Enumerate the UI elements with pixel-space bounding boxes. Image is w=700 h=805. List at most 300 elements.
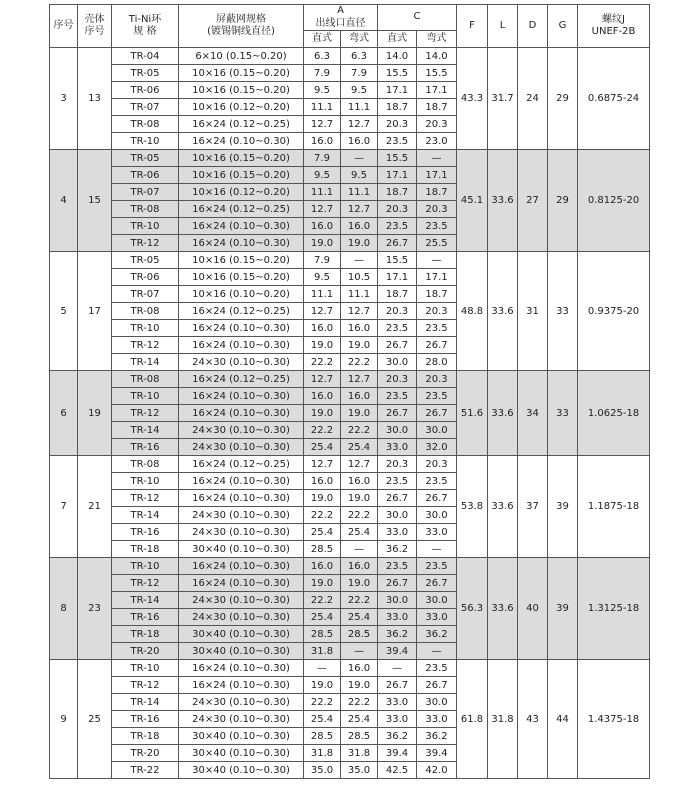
ring-spec-cell: TR-07 bbox=[112, 184, 179, 201]
mesh-spec-cell: 24×30 (0.10~0.30) bbox=[179, 439, 304, 456]
header-c: C bbox=[378, 5, 457, 31]
c-bent-cell: 14.0 bbox=[417, 48, 457, 65]
c-straight-cell: 26.7 bbox=[378, 575, 417, 592]
mesh-spec-cell: 10×16 (0.15~0.20) bbox=[179, 252, 304, 269]
seq-cell: 4 bbox=[50, 150, 78, 252]
c-straight-cell: 26.7 bbox=[378, 405, 417, 422]
d-cell: 40 bbox=[518, 558, 548, 660]
c-straight-cell: 23.5 bbox=[378, 388, 417, 405]
thread-j-cell: 1.3125-18 bbox=[578, 558, 650, 660]
a-straight-cell: 22.2 bbox=[304, 354, 341, 371]
mesh-spec-cell: 6×10 (0.15~0.20) bbox=[179, 48, 304, 65]
shell-seq-cell: 25 bbox=[78, 660, 112, 779]
mesh-spec-cell: 16×24 (0.12~0.25) bbox=[179, 303, 304, 320]
c-straight-cell: 26.7 bbox=[378, 337, 417, 354]
a-straight-cell: 16.0 bbox=[304, 218, 341, 235]
c-bent-cell: 36.2 bbox=[417, 728, 457, 745]
ring-spec-cell: TR-08 bbox=[112, 116, 179, 133]
table-row bbox=[50, 150, 650, 167]
c-bent-cell: 30.0 bbox=[417, 422, 457, 439]
c-straight-cell: 15.5 bbox=[378, 252, 417, 269]
header-c-straight: 直式 bbox=[378, 31, 417, 48]
d-cell: 31 bbox=[518, 252, 548, 371]
mesh-spec-cell: 16×24 (0.10~0.30) bbox=[179, 558, 304, 575]
ring-spec-cell: TR-20 bbox=[112, 643, 179, 660]
g-cell: 29 bbox=[548, 150, 578, 252]
a-straight-cell: 31.8 bbox=[304, 745, 341, 762]
table-body bbox=[50, 48, 650, 779]
ring-spec-cell: TR-14 bbox=[112, 592, 179, 609]
c-bent-cell: 17.1 bbox=[417, 167, 457, 184]
mesh-spec-cell: 16×24 (0.10~0.30) bbox=[179, 575, 304, 592]
a-bent-cell: 12.7 bbox=[341, 116, 378, 133]
c-straight-cell: 23.5 bbox=[378, 320, 417, 337]
table-row bbox=[50, 48, 650, 65]
l-cell: 33.6 bbox=[488, 558, 518, 660]
ring-spec-cell: TR-07 bbox=[112, 99, 179, 116]
a-straight-cell: — bbox=[304, 660, 341, 677]
ring-spec-cell: TR-10 bbox=[112, 218, 179, 235]
ring-spec-cell: TR-16 bbox=[112, 711, 179, 728]
thread-j-cell: 1.1875-18 bbox=[578, 456, 650, 558]
a-bent-cell: 16.0 bbox=[341, 218, 378, 235]
a-bent-cell: 22.2 bbox=[341, 422, 378, 439]
a-bent-cell: 7.9 bbox=[341, 65, 378, 82]
a-straight-cell: 9.5 bbox=[304, 167, 341, 184]
c-bent-cell: 26.7 bbox=[417, 337, 457, 354]
c-bent-cell: 33.0 bbox=[417, 711, 457, 728]
header-seq: 序号 bbox=[50, 5, 78, 48]
mesh-spec-cell: 24×30 (0.10~0.30) bbox=[179, 354, 304, 371]
l-cell: 33.6 bbox=[488, 150, 518, 252]
a-straight-cell: 22.2 bbox=[304, 507, 341, 524]
d-cell: 43 bbox=[518, 660, 548, 779]
c-bent-cell: 23.5 bbox=[417, 660, 457, 677]
mesh-spec-cell: 24×30 (0.10~0.30) bbox=[179, 609, 304, 626]
ring-spec-cell: TR-08 bbox=[112, 456, 179, 473]
c-bent-cell: 18.7 bbox=[417, 184, 457, 201]
a-bent-cell: 22.2 bbox=[341, 592, 378, 609]
c-bent-cell: — bbox=[417, 150, 457, 167]
a-bent-cell: — bbox=[341, 252, 378, 269]
seq-cell: 7 bbox=[50, 456, 78, 558]
ring-spec-cell: TR-05 bbox=[112, 65, 179, 82]
c-straight-cell: 39.4 bbox=[378, 643, 417, 660]
mesh-spec-cell: 24×30 (0.10~0.30) bbox=[179, 711, 304, 728]
ring-spec-cell: TR-08 bbox=[112, 201, 179, 218]
ring-spec-cell: TR-06 bbox=[112, 82, 179, 99]
a-bent-cell: 16.0 bbox=[341, 660, 378, 677]
c-bent-cell: 28.0 bbox=[417, 354, 457, 371]
a-straight-cell: 19.0 bbox=[304, 490, 341, 507]
f-cell: 45.1 bbox=[457, 150, 488, 252]
shell-seq-cell: 21 bbox=[78, 456, 112, 558]
ring-spec-cell: TR-12 bbox=[112, 405, 179, 422]
g-cell: 33 bbox=[548, 252, 578, 371]
ring-spec-cell: TR-12 bbox=[112, 490, 179, 507]
a-straight-cell: 12.7 bbox=[304, 371, 341, 388]
thread-j-cell: 1.4375-18 bbox=[578, 660, 650, 779]
a-straight-cell: 12.7 bbox=[304, 303, 341, 320]
mesh-spec-cell: 16×24 (0.10~0.30) bbox=[179, 235, 304, 252]
ring-spec-cell: TR-06 bbox=[112, 167, 179, 184]
c-straight-cell: 30.0 bbox=[378, 507, 417, 524]
a-bent-cell: — bbox=[341, 643, 378, 660]
a-straight-cell: 25.4 bbox=[304, 439, 341, 456]
a-straight-cell: 16.0 bbox=[304, 320, 341, 337]
c-bent-cell: 23.5 bbox=[417, 388, 457, 405]
c-straight-cell: 18.7 bbox=[378, 286, 417, 303]
thread-j-cell: 0.9375-20 bbox=[578, 252, 650, 371]
a-straight-cell: 11.1 bbox=[304, 286, 341, 303]
table-row bbox=[50, 252, 650, 269]
mesh-spec-cell: 24×30 (0.10~0.30) bbox=[179, 422, 304, 439]
g-cell: 44 bbox=[548, 660, 578, 779]
mesh-spec-cell: 16×24 (0.10~0.30) bbox=[179, 337, 304, 354]
ring-spec-cell: TR-05 bbox=[112, 150, 179, 167]
a-bent-cell: 25.4 bbox=[341, 524, 378, 541]
mesh-spec-cell: 16×24 (0.10~0.30) bbox=[179, 320, 304, 337]
c-bent-cell: 26.7 bbox=[417, 575, 457, 592]
thread-j-cell: 0.8125-20 bbox=[578, 150, 650, 252]
g-cell: 39 bbox=[548, 456, 578, 558]
a-straight-cell: 28.5 bbox=[304, 626, 341, 643]
header-a-bent: 弯式 bbox=[341, 31, 378, 48]
ring-spec-cell: TR-10 bbox=[112, 320, 179, 337]
c-bent-cell: 17.1 bbox=[417, 82, 457, 99]
a-bent-cell: 19.0 bbox=[341, 337, 378, 354]
ring-spec-cell: TR-18 bbox=[112, 728, 179, 745]
l-cell: 31.7 bbox=[488, 48, 518, 150]
ring-spec-cell: TR-20 bbox=[112, 745, 179, 762]
c-straight-cell: 17.1 bbox=[378, 167, 417, 184]
a-straight-cell: 7.9 bbox=[304, 65, 341, 82]
c-bent-cell: 20.3 bbox=[417, 201, 457, 218]
ring-spec-cell: TR-18 bbox=[112, 541, 179, 558]
c-bent-cell: 23.5 bbox=[417, 320, 457, 337]
header-g: G bbox=[548, 5, 578, 48]
ring-spec-cell: TR-12 bbox=[112, 235, 179, 252]
a-bent-cell: 16.0 bbox=[341, 473, 378, 490]
mesh-spec-cell: 10×16 (0.12~0.20) bbox=[179, 99, 304, 116]
c-straight-cell: 26.7 bbox=[378, 677, 417, 694]
c-straight-cell: 23.5 bbox=[378, 133, 417, 150]
table-row bbox=[50, 456, 650, 473]
ring-spec-cell: TR-14 bbox=[112, 422, 179, 439]
c-straight-cell: 26.7 bbox=[378, 235, 417, 252]
ring-spec-cell: TR-12 bbox=[112, 575, 179, 592]
shell-seq-cell: 13 bbox=[78, 48, 112, 150]
c-bent-cell: 33.0 bbox=[417, 609, 457, 626]
seq-cell: 9 bbox=[50, 660, 78, 779]
seq-cell: 6 bbox=[50, 371, 78, 456]
thread-j-cell: 1.0625-18 bbox=[578, 371, 650, 456]
header-thread-j: 螺纹J UNEF-2B bbox=[578, 5, 650, 48]
c-bent-cell: 42.0 bbox=[417, 762, 457, 779]
mesh-spec-cell: 16×24 (0.10~0.30) bbox=[179, 388, 304, 405]
c-bent-cell: 39.4 bbox=[417, 745, 457, 762]
table-row bbox=[50, 558, 650, 575]
c-bent-cell: 18.7 bbox=[417, 99, 457, 116]
g-cell: 29 bbox=[548, 48, 578, 150]
a-straight-cell: 7.9 bbox=[304, 150, 341, 167]
a-straight-cell: 22.2 bbox=[304, 422, 341, 439]
shell-seq-cell: 19 bbox=[78, 371, 112, 456]
c-straight-cell: 30.0 bbox=[378, 354, 417, 371]
header-a-straight: 直式 bbox=[304, 31, 341, 48]
f-cell: 48.8 bbox=[457, 252, 488, 371]
seq-cell: 8 bbox=[50, 558, 78, 660]
c-bent-cell: 30.0 bbox=[417, 592, 457, 609]
seq-cell: 5 bbox=[50, 252, 78, 371]
header-mesh-spec: 屏蔽网规格 (镀锡铜线直径) bbox=[179, 5, 304, 48]
ring-spec-cell: TR-16 bbox=[112, 609, 179, 626]
a-straight-cell: 9.5 bbox=[304, 269, 341, 286]
ring-spec-cell: TR-06 bbox=[112, 269, 179, 286]
mesh-spec-cell: 16×24 (0.12~0.25) bbox=[179, 456, 304, 473]
mesh-spec-cell: 16×24 (0.12~0.25) bbox=[179, 201, 304, 218]
mesh-spec-cell: 16×24 (0.10~0.30) bbox=[179, 677, 304, 694]
spec-table-container bbox=[49, 4, 649, 779]
c-straight-cell: 30.0 bbox=[378, 422, 417, 439]
a-bent-cell: 25.4 bbox=[341, 609, 378, 626]
ring-spec-cell: TR-12 bbox=[112, 677, 179, 694]
c-straight-cell: 30.0 bbox=[378, 592, 417, 609]
a-straight-cell: 19.0 bbox=[304, 575, 341, 592]
a-bent-cell: 19.0 bbox=[341, 575, 378, 592]
a-straight-cell: 12.7 bbox=[304, 201, 341, 218]
c-straight-cell: 36.2 bbox=[378, 728, 417, 745]
header-l: L bbox=[488, 5, 518, 48]
mesh-spec-cell: 16×24 (0.10~0.30) bbox=[179, 133, 304, 150]
a-straight-cell: 16.0 bbox=[304, 133, 341, 150]
shell-seq-cell: 17 bbox=[78, 252, 112, 371]
g-cell: 33 bbox=[548, 371, 578, 456]
c-bent-cell: 30.0 bbox=[417, 694, 457, 711]
c-bent-cell: 20.3 bbox=[417, 303, 457, 320]
c-straight-cell: 20.3 bbox=[378, 456, 417, 473]
a-straight-cell: 19.0 bbox=[304, 677, 341, 694]
a-straight-cell: 25.4 bbox=[304, 609, 341, 626]
a-straight-cell: 12.7 bbox=[304, 116, 341, 133]
seq-cell: 3 bbox=[50, 48, 78, 150]
mesh-spec-cell: 10×16 (0.12~0.20) bbox=[179, 184, 304, 201]
header-shell-seq: 壳体 序号 bbox=[78, 5, 112, 48]
a-bent-cell: 22.2 bbox=[341, 694, 378, 711]
a-straight-cell: 19.0 bbox=[304, 405, 341, 422]
c-straight-cell: 33.0 bbox=[378, 694, 417, 711]
mesh-spec-cell: 16×24 (0.10~0.30) bbox=[179, 660, 304, 677]
d-cell: 27 bbox=[518, 150, 548, 252]
header-c-bent: 弯式 bbox=[417, 31, 457, 48]
thread-j-cell: 0.6875-24 bbox=[578, 48, 650, 150]
mesh-spec-cell: 10×16 (0.15~0.20) bbox=[179, 167, 304, 184]
ring-spec-cell: TR-22 bbox=[112, 762, 179, 779]
mesh-spec-cell: 30×40 (0.10~0.30) bbox=[179, 745, 304, 762]
ring-spec-cell: TR-08 bbox=[112, 371, 179, 388]
c-bent-cell: — bbox=[417, 252, 457, 269]
c-straight-cell: 39.4 bbox=[378, 745, 417, 762]
c-bent-cell: 18.7 bbox=[417, 286, 457, 303]
c-straight-cell: 18.7 bbox=[378, 184, 417, 201]
c-bent-cell: 25.5 bbox=[417, 235, 457, 252]
c-bent-cell: 23.0 bbox=[417, 133, 457, 150]
f-cell: 61.8 bbox=[457, 660, 488, 779]
table-row bbox=[50, 371, 650, 388]
c-bent-cell: 26.7 bbox=[417, 405, 457, 422]
a-bent-cell: 9.5 bbox=[341, 82, 378, 99]
shell-seq-cell: 23 bbox=[78, 558, 112, 660]
l-cell: 33.6 bbox=[488, 456, 518, 558]
ring-spec-cell: TR-12 bbox=[112, 337, 179, 354]
l-cell: 31.8 bbox=[488, 660, 518, 779]
c-bent-cell: 30.0 bbox=[417, 507, 457, 524]
c-bent-cell: 20.3 bbox=[417, 371, 457, 388]
a-bent-cell: 11.1 bbox=[341, 286, 378, 303]
a-straight-cell: 28.5 bbox=[304, 541, 341, 558]
a-bent-cell: 16.0 bbox=[341, 558, 378, 575]
a-straight-cell: 31.8 bbox=[304, 643, 341, 660]
header-f: F bbox=[457, 5, 488, 48]
c-bent-cell: 26.7 bbox=[417, 677, 457, 694]
a-bent-cell: 19.0 bbox=[341, 405, 378, 422]
c-straight-cell: — bbox=[378, 660, 417, 677]
shell-seq-cell: 15 bbox=[78, 150, 112, 252]
spec-table bbox=[49, 4, 650, 779]
ring-spec-cell: TR-16 bbox=[112, 439, 179, 456]
f-cell: 51.6 bbox=[457, 371, 488, 456]
ring-spec-cell: TR-14 bbox=[112, 694, 179, 711]
c-bent-cell: 23.5 bbox=[417, 218, 457, 235]
a-straight-cell: 22.2 bbox=[304, 592, 341, 609]
a-bent-cell: 16.0 bbox=[341, 133, 378, 150]
c-straight-cell: 33.0 bbox=[378, 439, 417, 456]
d-cell: 34 bbox=[518, 371, 548, 456]
l-cell: 33.6 bbox=[488, 371, 518, 456]
a-straight-cell: 7.9 bbox=[304, 252, 341, 269]
ring-spec-cell: TR-16 bbox=[112, 524, 179, 541]
mesh-spec-cell: 30×40 (0.10~0.30) bbox=[179, 541, 304, 558]
ring-spec-cell: TR-18 bbox=[112, 626, 179, 643]
a-bent-cell: 12.7 bbox=[341, 303, 378, 320]
a-bent-cell: 25.4 bbox=[341, 439, 378, 456]
f-cell: 53.8 bbox=[457, 456, 488, 558]
c-straight-cell: 17.1 bbox=[378, 82, 417, 99]
c-bent-cell: 33.0 bbox=[417, 524, 457, 541]
a-bent-cell: 12.7 bbox=[341, 456, 378, 473]
mesh-spec-cell: 30×40 (0.10~0.30) bbox=[179, 643, 304, 660]
c-straight-cell: 23.5 bbox=[378, 558, 417, 575]
c-bent-cell: 23.5 bbox=[417, 473, 457, 490]
mesh-spec-cell: 24×30 (0.10~0.30) bbox=[179, 524, 304, 541]
ring-spec-cell: TR-08 bbox=[112, 303, 179, 320]
a-straight-cell: 22.2 bbox=[304, 694, 341, 711]
header-d: D bbox=[518, 5, 548, 48]
mesh-spec-cell: 30×40 (0.10~0.30) bbox=[179, 762, 304, 779]
mesh-spec-cell: 30×40 (0.10~0.30) bbox=[179, 626, 304, 643]
c-straight-cell: 20.3 bbox=[378, 303, 417, 320]
g-cell: 39 bbox=[548, 558, 578, 660]
a-straight-cell: 25.4 bbox=[304, 711, 341, 728]
mesh-spec-cell: 10×16 (0.15~0.20) bbox=[179, 65, 304, 82]
mesh-spec-cell: 10×16 (0.15~0.20) bbox=[179, 269, 304, 286]
table-header bbox=[50, 5, 650, 48]
c-straight-cell: 26.7 bbox=[378, 490, 417, 507]
a-bent-cell: 22.2 bbox=[341, 507, 378, 524]
mesh-spec-cell: 24×30 (0.10~0.30) bbox=[179, 694, 304, 711]
c-bent-cell: 36.2 bbox=[417, 626, 457, 643]
mesh-spec-cell: 24×30 (0.10~0.30) bbox=[179, 592, 304, 609]
f-cell: 56.3 bbox=[457, 558, 488, 660]
a-straight-cell: 35.0 bbox=[304, 762, 341, 779]
mesh-spec-cell: 16×24 (0.12~0.25) bbox=[179, 371, 304, 388]
a-bent-cell: — bbox=[341, 150, 378, 167]
c-bent-cell: 26.7 bbox=[417, 490, 457, 507]
a-bent-cell: 19.0 bbox=[341, 677, 378, 694]
ring-spec-cell: TR-14 bbox=[112, 507, 179, 524]
ring-spec-cell: TR-10 bbox=[112, 388, 179, 405]
a-straight-cell: 16.0 bbox=[304, 473, 341, 490]
ring-spec-cell: TR-10 bbox=[112, 133, 179, 150]
mesh-spec-cell: 16×24 (0.12~0.25) bbox=[179, 116, 304, 133]
a-bent-cell: 11.1 bbox=[341, 99, 378, 116]
a-bent-cell: 35.0 bbox=[341, 762, 378, 779]
a-bent-cell: 16.0 bbox=[341, 388, 378, 405]
c-straight-cell: 23.5 bbox=[378, 218, 417, 235]
a-bent-cell: 12.7 bbox=[341, 201, 378, 218]
ring-spec-cell: TR-14 bbox=[112, 354, 179, 371]
c-straight-cell: 18.7 bbox=[378, 99, 417, 116]
a-bent-cell: 6.3 bbox=[341, 48, 378, 65]
ring-spec-cell: TR-07 bbox=[112, 286, 179, 303]
c-straight-cell: 33.0 bbox=[378, 711, 417, 728]
a-bent-cell: 25.4 bbox=[341, 711, 378, 728]
mesh-spec-cell: 10×16 (0.15~0.20) bbox=[179, 82, 304, 99]
ring-spec-cell: TR-05 bbox=[112, 252, 179, 269]
a-straight-cell: 25.4 bbox=[304, 524, 341, 541]
c-straight-cell: 17.1 bbox=[378, 269, 417, 286]
a-straight-cell: 11.1 bbox=[304, 184, 341, 201]
a-bent-cell: — bbox=[341, 541, 378, 558]
a-bent-cell: 31.8 bbox=[341, 745, 378, 762]
c-straight-cell: 20.3 bbox=[378, 116, 417, 133]
d-cell: 24 bbox=[518, 48, 548, 150]
c-bent-cell: 15.5 bbox=[417, 65, 457, 82]
a-bent-cell: 19.0 bbox=[341, 490, 378, 507]
c-straight-cell: 15.5 bbox=[378, 150, 417, 167]
a-bent-cell: 28.5 bbox=[341, 626, 378, 643]
a-straight-cell: 9.5 bbox=[304, 82, 341, 99]
a-straight-cell: 19.0 bbox=[304, 235, 341, 252]
mesh-spec-cell: 24×30 (0.10~0.30) bbox=[179, 507, 304, 524]
a-straight-cell: 19.0 bbox=[304, 337, 341, 354]
c-bent-cell: — bbox=[417, 541, 457, 558]
mesh-spec-cell: 16×24 (0.10~0.30) bbox=[179, 405, 304, 422]
c-straight-cell: 23.5 bbox=[378, 473, 417, 490]
c-bent-cell: 20.3 bbox=[417, 456, 457, 473]
a-bent-cell: 28.5 bbox=[341, 728, 378, 745]
a-bent-cell: 22.2 bbox=[341, 354, 378, 371]
c-straight-cell: 33.0 bbox=[378, 609, 417, 626]
header-ring-spec: Ti-Ni环 规 格 bbox=[112, 5, 179, 48]
table-row bbox=[50, 660, 650, 677]
c-straight-cell: 36.2 bbox=[378, 541, 417, 558]
c-straight-cell: 20.3 bbox=[378, 371, 417, 388]
a-straight-cell: 6.3 bbox=[304, 48, 341, 65]
c-bent-cell: 17.1 bbox=[417, 269, 457, 286]
a-bent-cell: 19.0 bbox=[341, 235, 378, 252]
ring-spec-cell: TR-10 bbox=[112, 660, 179, 677]
